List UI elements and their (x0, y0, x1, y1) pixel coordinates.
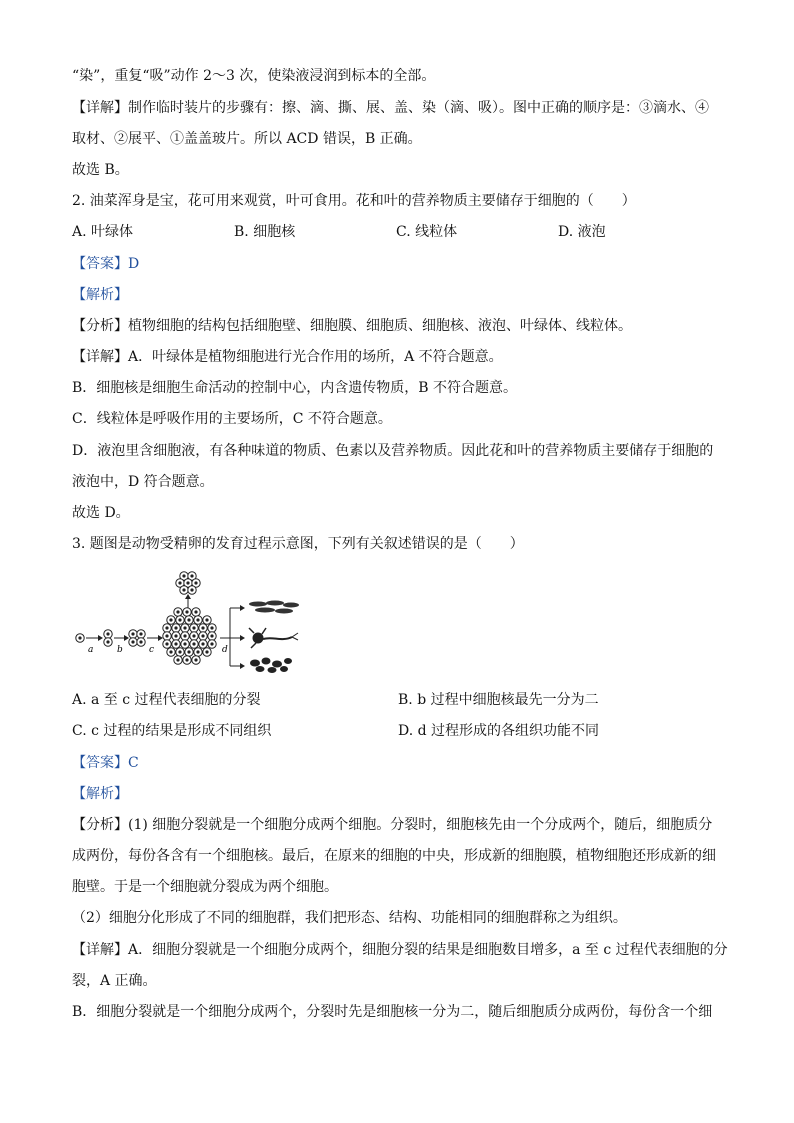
label-c: c (149, 645, 155, 655)
text-line: 【详解】制作临时装片的步骤有：擦、滴、撕、展、盖、染（滴、吸）。图中正确的顺序是：③滴水、④ (72, 100, 709, 116)
zygote-cell (76, 634, 84, 642)
q2-option-c: C. 线粒体 (396, 224, 458, 240)
cell-mass (163, 608, 216, 664)
label-d: d (222, 645, 228, 655)
text-line: 故选 D。 (72, 505, 130, 521)
text-line: 取材、②展平、①盖盖玻片。所以 ACD 错误，B 正确。 (72, 131, 422, 147)
text-line: B．细胞分裂就是一个细胞分成两个，分裂时先是细胞核一分为二，随后细胞质分成两份，每份含一个细 (72, 1004, 713, 1020)
tissue-nerve (249, 628, 298, 648)
label-b: b (117, 645, 123, 655)
text-line: D．液泡里含细胞液，有各种味道的物质、色素以及营养物质。因此花和叶的营养物质主要储存于细胞的 (72, 443, 714, 459)
text-line: 【分析】(1) 细胞分裂就是一个细胞分成两个细胞。分裂时，细胞核先由一个分成两个，随后，细胞质分 (72, 817, 713, 833)
text-line: C．线粒体是呼吸作用的主要场所，C 不符合题意。 (72, 411, 392, 427)
question-3: 3. 题图是动物受精卵的发育过程示意图，下列有关叙述错误的是（ ） (72, 536, 524, 552)
text-line: 【分析】植物细胞的结构包括细胞壁、细胞膜、细胞质、细胞核、液泡、叶绿体、线粒体。 (72, 318, 632, 334)
text-line: （2）细胞分化形成了不同的细胞群，我们把形态、结构、功能相同的细胞群称之为组织。 (72, 910, 627, 926)
q3-option-d: D. d 过程形成的各组织功能不同 (398, 723, 600, 739)
text-line: “染”，重复“吸”动作 2～3 次，使染液浸润到标本的全部。 (72, 68, 436, 84)
q3-option-a: A. a 至 c 过程代表细胞的分裂 (72, 692, 261, 708)
q2-option-d: D. 液泡 (558, 224, 606, 240)
q2-analysis-label: 【解析】 (72, 287, 128, 303)
q3-answer-label: 【答案】C (72, 755, 139, 771)
text-line: 故选 B。 (72, 162, 129, 178)
text-line: 【详解】A．叶绿体是植物细胞进行光合作用的场所，A 不符合题意。 (72, 349, 503, 365)
text-line: 液泡中，D 符合题意。 (72, 474, 214, 490)
q3-option-c: C. c 过程的结果是形成不同组织 (72, 723, 272, 739)
text-line: 胞壁。于是一个细胞就分裂成为两个细胞。 (72, 879, 338, 895)
text-line: B．细胞核是细胞生命活动的控制中心，内含遗传物质，B 不符合题意。 (72, 380, 518, 396)
text-line: 裂，A 正确。 (72, 973, 157, 989)
q3-analysis-label: 【解析】 (72, 786, 128, 802)
text-line: 成两份，每份各含有一个细胞核。最后，在原来的细胞的中央，形成新的细胞膜，植物细胞还形成新的细 (72, 848, 716, 864)
label-a: a (88, 645, 94, 655)
q2-option-a: A. 叶绿体 (72, 224, 134, 240)
q2-option-b: B. 细胞核 (234, 224, 296, 240)
fertilized-egg-development-figure (70, 568, 310, 680)
tissue-round (250, 658, 292, 674)
q2-answer-label: 【答案】D (72, 256, 140, 272)
q3-option-b: B. b 过程中细胞核最先一分为二 (398, 692, 599, 708)
text-line: 【详解】A．细胞分裂就是一个细胞分成两个，细胞分裂的结果是细胞数目增多，a 至 c 过程代表细胞的分 (72, 942, 728, 958)
question-2: 2. 油菜浑身是宝，花可用来观赏，叶可食用。花和叶的营养物质主要储存于细胞的（ ） (72, 193, 636, 209)
tissue-elongated (249, 601, 299, 614)
